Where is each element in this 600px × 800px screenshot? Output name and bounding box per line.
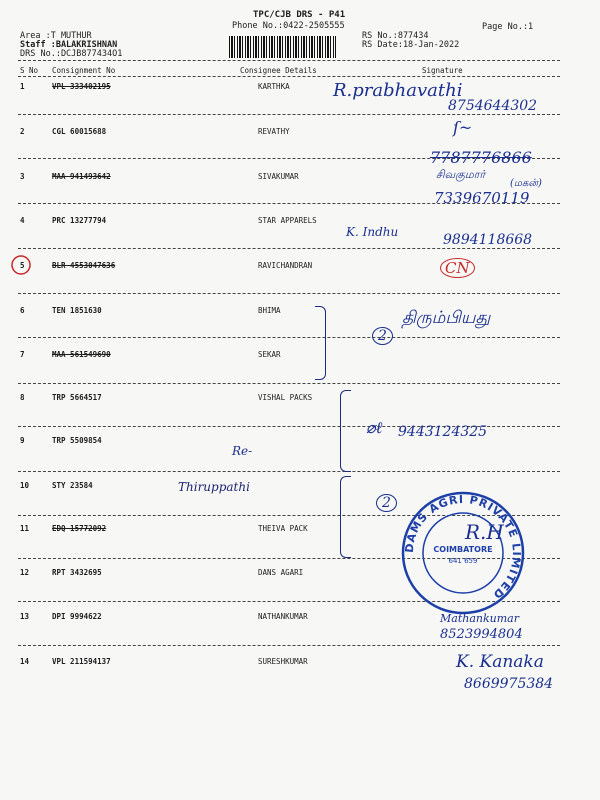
rs-number: RS No.:877434 bbox=[362, 31, 429, 41]
table-row bbox=[0, 393, 600, 403]
area-label: Area :T MUTHUR bbox=[20, 31, 92, 41]
table-row bbox=[0, 436, 600, 446]
row-consignment: MAA 941493642 bbox=[52, 172, 111, 181]
divider bbox=[18, 76, 560, 77]
column-sno: S No bbox=[20, 66, 39, 75]
stamp-outer-text: DAMS AGRI PRIVATE LIMITED bbox=[402, 492, 524, 602]
phone-number: Phone No.:0422-2505555 bbox=[232, 21, 345, 31]
staff-label: Staff :BALAKRISHNAN bbox=[20, 40, 118, 50]
divider bbox=[18, 337, 560, 338]
row-consignment: STY 23584 bbox=[52, 481, 93, 490]
row5-circle-mark bbox=[9, 253, 33, 277]
row-consignment: DPI 9994622 bbox=[52, 612, 102, 621]
row-consignee: VISHAL PACKS bbox=[258, 393, 313, 402]
row-consignee: SURESHKUMAR bbox=[258, 657, 308, 666]
signature-row1-phone: 8754644302 bbox=[448, 98, 538, 114]
row-consignee: KARTHKA bbox=[258, 82, 290, 91]
row-consignee: SIVAKUMAR bbox=[258, 172, 299, 181]
bracket-rows-10-11 bbox=[340, 476, 351, 558]
signature-row6-tamil: திரும்பியது bbox=[402, 308, 491, 328]
page-number: Page No.:1 bbox=[482, 22, 534, 32]
row-consignee: NATHANKUMAR bbox=[258, 612, 308, 621]
row-sno: 4 bbox=[20, 216, 25, 225]
rs-date: RS Date:18-Jan-2022 bbox=[362, 40, 460, 50]
signature-row5-mark: CN bbox=[440, 258, 475, 278]
divider bbox=[18, 471, 560, 472]
row-consignment: TRP 5664517 bbox=[52, 393, 102, 402]
row-sno: 7 bbox=[20, 350, 25, 359]
signature-row13-phone: 8523994804 bbox=[440, 627, 523, 642]
signature-row11-mark: R.H bbox=[465, 520, 504, 544]
row-consignee: SEKAR bbox=[258, 350, 281, 359]
document-title: TPC/CJB DRS - P41 bbox=[253, 10, 346, 20]
row-consignment: MAA 561549690 bbox=[52, 350, 111, 359]
bracket-rows-6-7 bbox=[315, 306, 326, 380]
divider bbox=[18, 248, 560, 249]
divider bbox=[18, 114, 560, 115]
row-consignment: PRC 13277794 bbox=[52, 216, 107, 225]
row-consignment: VPL 333402195 bbox=[52, 82, 111, 91]
signature-row13-name: Mathankumar bbox=[440, 612, 519, 625]
row-sno: 1 bbox=[20, 82, 25, 91]
signature-row3-phone: 7339670119 bbox=[434, 189, 530, 207]
row-consignee: RAVICHANDRAN bbox=[258, 261, 313, 270]
signature-row6-circle-number: 2 bbox=[372, 327, 393, 345]
row-sno: 5 bbox=[20, 261, 25, 270]
bracket-rows-8-9 bbox=[340, 390, 351, 472]
row-consignment: RPT 3432695 bbox=[52, 568, 102, 577]
signature-row14-name: K. Kanaka bbox=[456, 652, 544, 672]
stamp-inner-text: COIMBATORE bbox=[433, 545, 493, 554]
table-row bbox=[0, 82, 600, 92]
signature-row3-note: (மகன்) bbox=[510, 178, 542, 189]
signature-row4-phone: 9894118668 bbox=[443, 232, 533, 248]
row-consignment: CGL 60015688 bbox=[52, 127, 107, 136]
row-sno: 8 bbox=[20, 393, 25, 402]
signature-row1-name: R.prabhavathi bbox=[333, 80, 463, 101]
row-sno: 2 bbox=[20, 127, 25, 136]
table-row bbox=[0, 127, 600, 137]
row-sno: 10 bbox=[20, 481, 30, 490]
column-consignee: Consignee Details bbox=[240, 66, 317, 75]
row-sno: 13 bbox=[20, 612, 30, 621]
row-consignee: DANS AGARI bbox=[258, 568, 304, 577]
signature-row10-circle-number: 2 bbox=[376, 494, 397, 512]
row-sno: 3 bbox=[20, 172, 25, 181]
company-stamp bbox=[398, 488, 528, 618]
drs-number: DRS No.:DCJB877434O1 bbox=[20, 49, 123, 59]
row-consignment: TEN 1851630 bbox=[52, 306, 102, 315]
stamp-pin: 641 659 bbox=[448, 557, 478, 565]
table-row bbox=[0, 306, 600, 316]
row-sno: 6 bbox=[20, 306, 25, 315]
signature-row9-mark: Re- bbox=[232, 444, 253, 458]
divider bbox=[18, 60, 560, 61]
column-consignment: Consignment No bbox=[52, 66, 116, 75]
row-consignee: BHIMA bbox=[258, 306, 281, 315]
row-sno: 12 bbox=[20, 568, 30, 577]
signature-row4-name: K. Indhu bbox=[346, 225, 399, 239]
row-consignment: EDQ 15772092 bbox=[52, 524, 107, 533]
signature-row8-phone: 9443124325 bbox=[398, 424, 488, 440]
row-sno: 11 bbox=[20, 524, 30, 533]
divider bbox=[18, 293, 560, 294]
table-row bbox=[0, 261, 600, 271]
signature-row14-phone: 8669975384 bbox=[464, 676, 554, 692]
row-sno: 14 bbox=[20, 657, 30, 666]
signature-row3-tamil: சிவகுமார் bbox=[436, 168, 486, 181]
signature-row8-mark: ⌀ℓ bbox=[366, 418, 383, 437]
row-consignment: VPL 211594137 bbox=[52, 657, 111, 666]
signature-row2-phone: 7787776866 bbox=[430, 148, 532, 167]
table-row bbox=[0, 350, 600, 360]
row-consignment: BLR 4553047636 bbox=[52, 261, 116, 270]
table-row bbox=[0, 216, 600, 226]
row-consignee: REVATHY bbox=[258, 127, 290, 136]
row-consignee: STAR APPARELS bbox=[258, 216, 317, 225]
signature-row2-mark: ſ~ bbox=[453, 118, 473, 137]
barcode bbox=[229, 36, 336, 58]
column-signature: Signature bbox=[422, 66, 463, 75]
signature-row10-name: Thiruppathi bbox=[178, 480, 250, 494]
divider bbox=[18, 645, 560, 646]
row-consignment: TRP 5509854 bbox=[52, 436, 102, 445]
row-consignee: THEIVA PACK bbox=[258, 524, 308, 533]
divider bbox=[18, 383, 560, 384]
row-sno: 9 bbox=[20, 436, 25, 445]
